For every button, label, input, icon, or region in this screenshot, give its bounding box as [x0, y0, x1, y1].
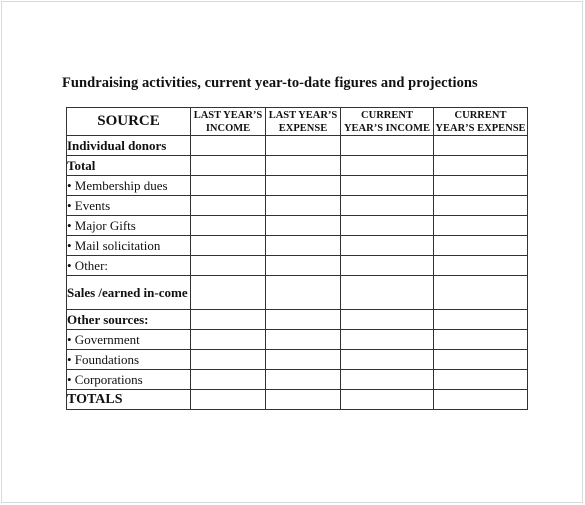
entry-cell[interactable]	[341, 350, 434, 370]
table-row-individual-donors	[67, 136, 528, 156]
entry-cell[interactable]	[434, 370, 528, 390]
column-header-last-year-expense	[266, 108, 341, 136]
column-header-line: CURRENT	[361, 109, 413, 121]
entry-cell[interactable]	[191, 196, 266, 216]
entry-cell[interactable]	[434, 156, 528, 176]
row-label: • Mail solicitation	[67, 236, 191, 256]
table-row-other-sources	[67, 310, 528, 330]
row-label: Total	[67, 156, 191, 176]
page-title: Fundraising activities, current year-to-date figures and projections	[62, 75, 478, 91]
entry-cell[interactable]	[341, 136, 434, 156]
entry-cell[interactable]	[434, 350, 528, 370]
table-header-row	[67, 108, 528, 136]
entry-cell[interactable]	[266, 156, 341, 176]
entry-cell[interactable]	[266, 276, 341, 310]
entry-cell[interactable]	[341, 156, 434, 176]
table-row-sales-earned-income	[67, 276, 528, 310]
entry-cell[interactable]	[266, 390, 341, 410]
row-label: • Events	[67, 196, 191, 216]
column-header-line: EXPENSE	[278, 122, 328, 134]
entry-cell[interactable]	[191, 176, 266, 196]
entry-cell[interactable]	[341, 196, 434, 216]
fundraising-table	[66, 107, 528, 410]
entry-cell[interactable]	[434, 136, 528, 156]
table-row-membership-dues	[67, 176, 528, 196]
entry-cell[interactable]	[191, 256, 266, 276]
row-label: • Corporations	[67, 370, 191, 390]
row-label: • Foundations	[67, 350, 191, 370]
entry-cell[interactable]	[266, 236, 341, 256]
entry-cell[interactable]	[191, 370, 266, 390]
row-label: • Major Gifts	[67, 216, 191, 236]
entry-cell[interactable]	[266, 196, 341, 216]
entry-cell[interactable]	[434, 390, 528, 410]
column-header-current-year-expense	[434, 108, 528, 136]
entry-cell[interactable]	[266, 216, 341, 236]
entry-cell[interactable]	[434, 176, 528, 196]
entry-cell[interactable]	[341, 370, 434, 390]
row-label: Individual donors	[67, 136, 191, 156]
entry-cell[interactable]	[434, 216, 528, 236]
entry-cell[interactable]	[341, 276, 434, 310]
table-row-events	[67, 196, 528, 216]
entry-cell[interactable]	[191, 350, 266, 370]
entry-cell[interactable]	[191, 136, 266, 156]
table-row-corporations	[67, 370, 528, 390]
entry-cell[interactable]	[341, 216, 434, 236]
row-label: Sales /earned in-come	[67, 276, 191, 310]
entry-cell[interactable]	[341, 236, 434, 256]
entry-cell[interactable]	[341, 176, 434, 196]
column-header-line: CURRENT	[454, 109, 507, 121]
column-header-line: INCOME	[205, 122, 251, 134]
entry-cell[interactable]	[191, 310, 266, 330]
column-header-current-year-income	[341, 108, 434, 136]
table-row-government	[67, 330, 528, 350]
entry-cell[interactable]	[266, 350, 341, 370]
entry-cell[interactable]	[434, 310, 528, 330]
column-header-line: LAST YEAR’S	[268, 109, 338, 121]
entry-cell[interactable]	[434, 196, 528, 216]
table-row-mail-solicitation	[67, 236, 528, 256]
row-label: • Other:	[67, 256, 191, 276]
entry-cell[interactable]	[191, 330, 266, 350]
entry-cell[interactable]	[266, 310, 341, 330]
entry-cell[interactable]	[266, 370, 341, 390]
entry-cell[interactable]	[341, 310, 434, 330]
table-row-major-gifts	[67, 216, 528, 236]
entry-cell[interactable]	[266, 256, 341, 276]
column-header-line: LAST YEAR’S	[193, 109, 263, 121]
row-label: TOTALS	[67, 390, 191, 410]
entry-cell[interactable]	[191, 276, 266, 310]
entry-cell[interactable]	[341, 256, 434, 276]
entry-cell[interactable]	[434, 330, 528, 350]
column-header-last-year-income	[191, 108, 266, 136]
row-label: • Membership dues	[67, 176, 191, 196]
entry-cell[interactable]	[434, 236, 528, 256]
entry-cell[interactable]	[191, 236, 266, 256]
entry-cell[interactable]	[434, 256, 528, 276]
entry-cell[interactable]	[341, 330, 434, 350]
column-header-line: YEAR’S INCOME	[343, 122, 431, 134]
entry-cell[interactable]	[191, 156, 266, 176]
entry-cell[interactable]	[266, 176, 341, 196]
table-row-totals	[67, 390, 528, 410]
row-label: Other sources:	[67, 310, 191, 330]
table-row-other	[67, 256, 528, 276]
entry-cell[interactable]	[434, 276, 528, 310]
entry-cell[interactable]	[191, 216, 266, 236]
row-label: • Government	[67, 330, 191, 350]
entry-cell[interactable]	[341, 390, 434, 410]
source-column-header: SOURCE	[67, 108, 191, 136]
entry-cell[interactable]	[266, 330, 341, 350]
table-row-total	[67, 156, 528, 176]
entry-cell[interactable]	[191, 390, 266, 410]
table-row-foundations	[67, 350, 528, 370]
column-header-line: YEAR’S EXPENSE	[435, 122, 526, 134]
entry-cell[interactable]	[266, 136, 341, 156]
